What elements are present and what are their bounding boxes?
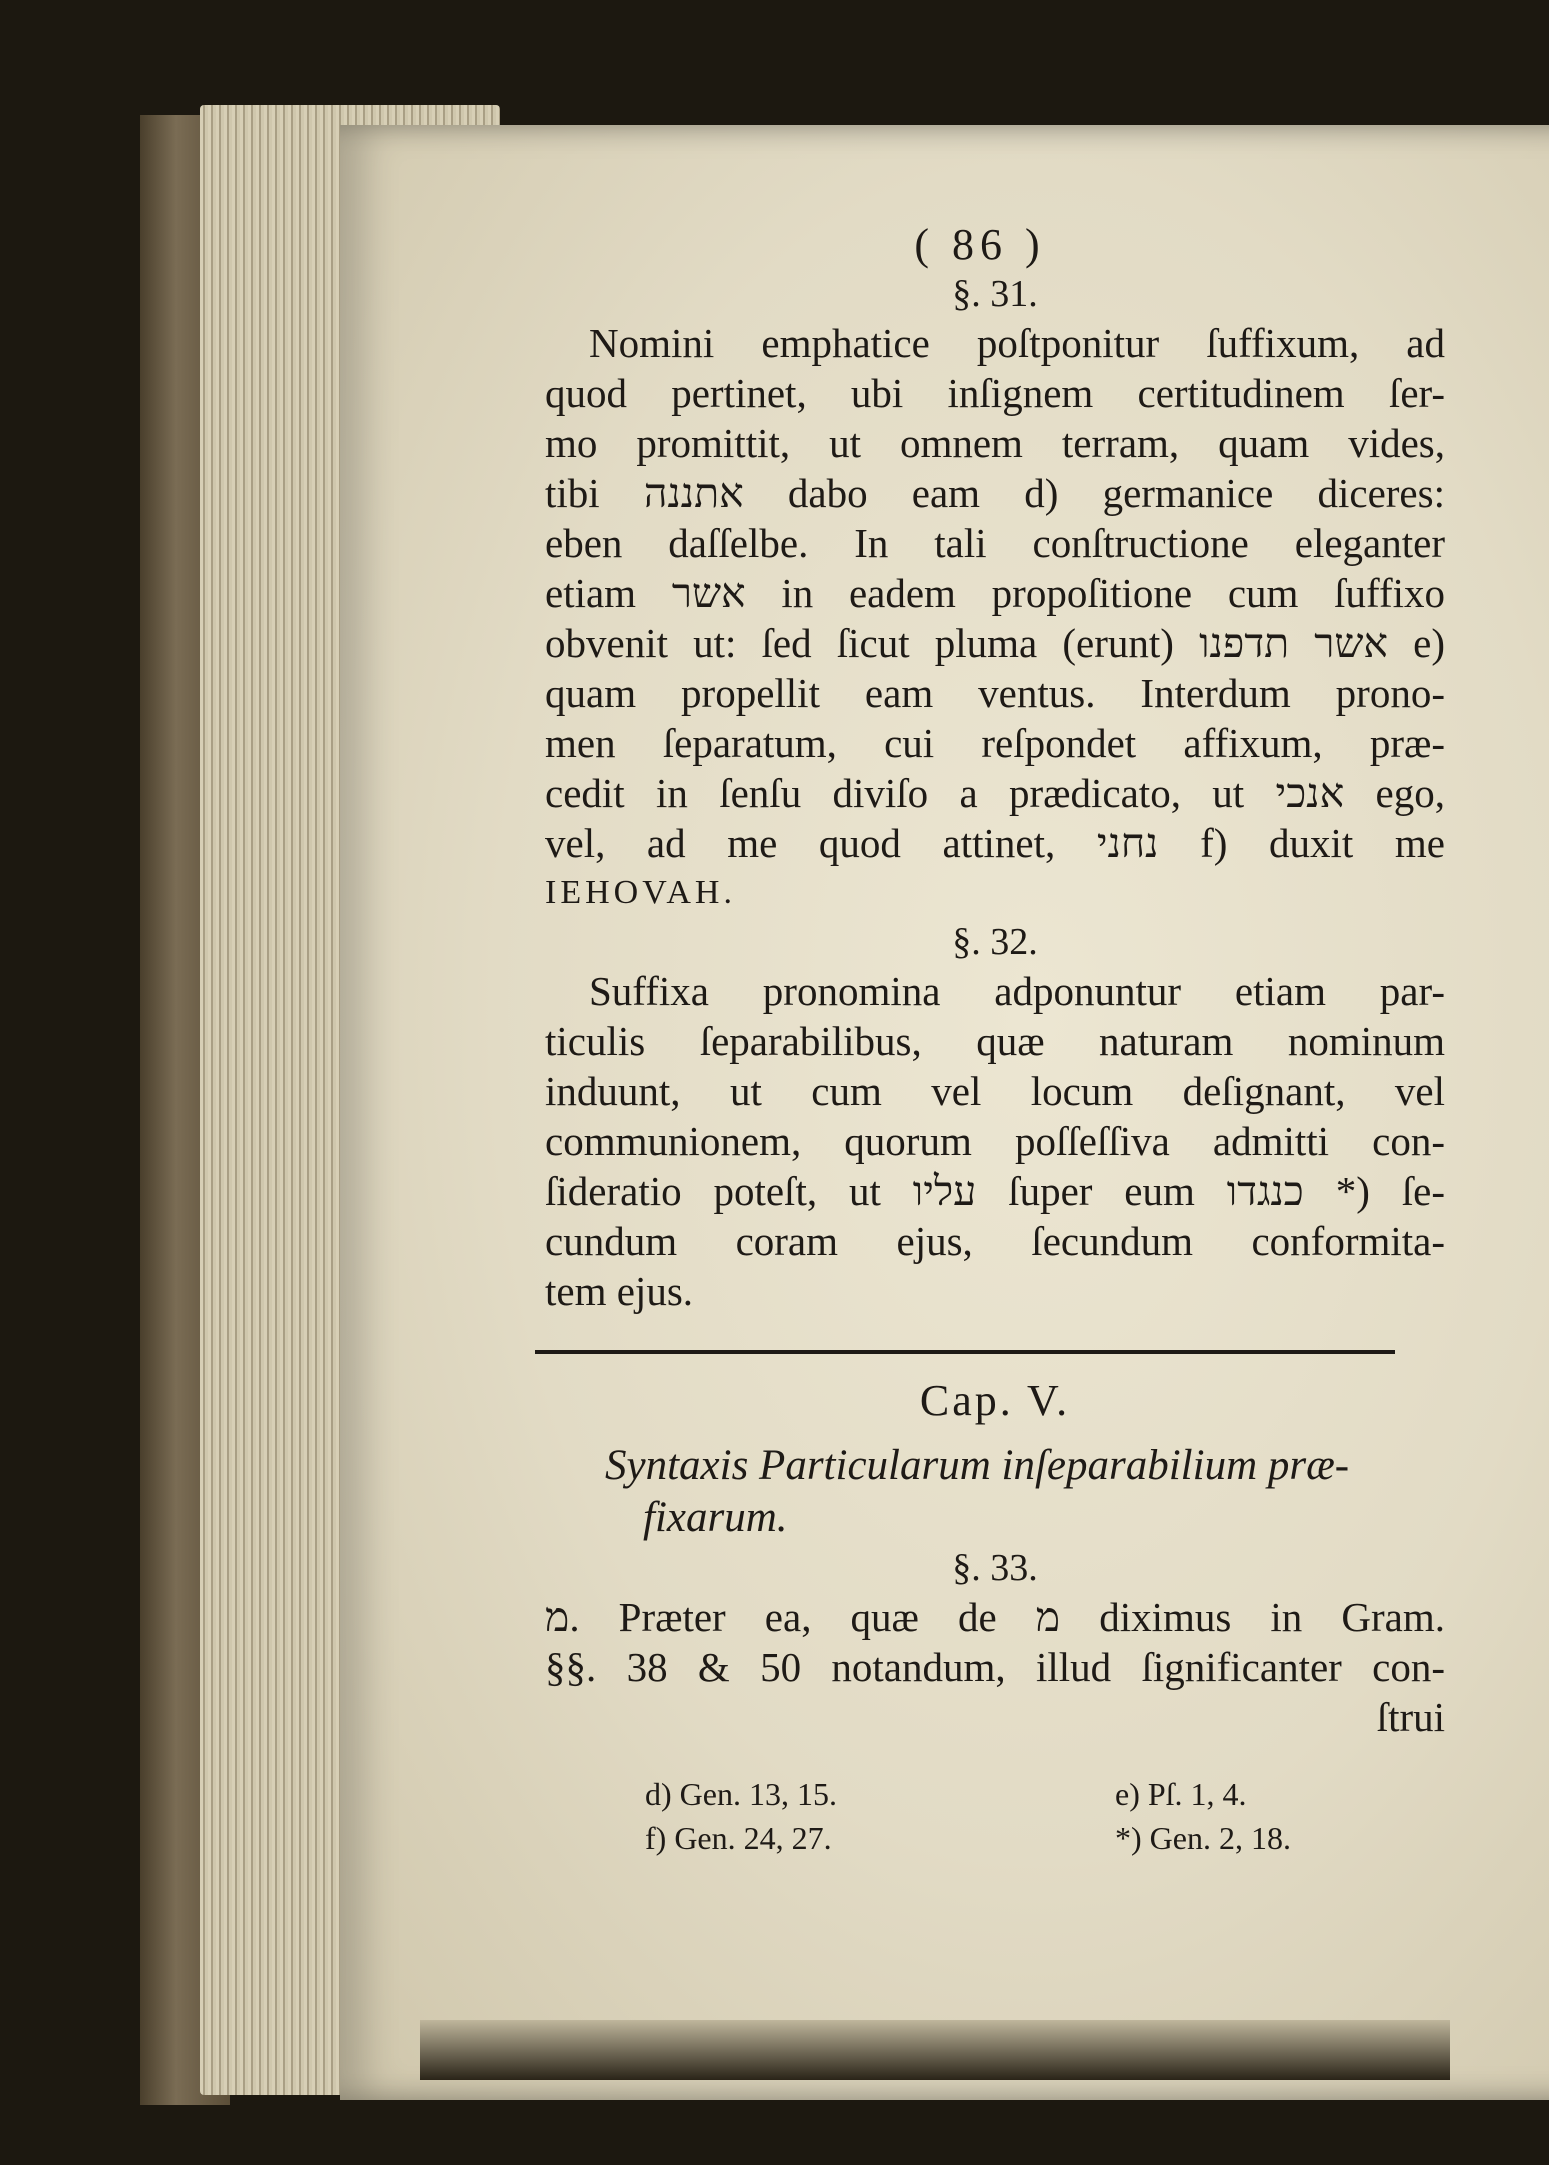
text-line: cedit in ſenſu diviſo a prædicato, ut אנכי ego,: [545, 770, 1445, 816]
text-line: obvenit ut: ſed ſicut pluma (erunt) אשר תדפנו e): [545, 620, 1445, 666]
section-32-body: [545, 966, 1445, 1316]
text-line: IEHOVAH.: [545, 874, 736, 911]
chapter-label: Cap. V.: [919, 1376, 1071, 1425]
chapter-title: [605, 1440, 1445, 1544]
section-31-heading: §. 31.: [952, 273, 1038, 315]
chapter-title-line: fixarum.: [643, 1494, 788, 1541]
section-32-heading: §. 32.: [952, 921, 1038, 963]
chapter-divider-rule: [535, 1350, 1395, 1354]
text-line: induunt, ut cum vel locum deſignant, vel: [545, 1068, 1445, 1114]
text-line: etiam אשר in eadem propoſitione cum ſuffixo: [545, 570, 1445, 616]
section-31-body: [545, 318, 1445, 918]
catchword: ſtrui: [1376, 1694, 1445, 1740]
footnotes: [645, 1772, 1445, 1860]
section-33-body: [545, 1592, 1445, 1742]
footnote: e) Pſ. 1, 4.: [1115, 1776, 1247, 1812]
text-line: men ſeparatum, cui reſpondet affixum, præ-: [545, 720, 1445, 766]
page-text: [545, 220, 1445, 1860]
text-line: ticulis ſeparabilibus, quæ naturam nominum: [545, 1018, 1445, 1064]
footnote: d) Gen. 13, 15.: [645, 1776, 837, 1812]
text-line: tibi אתננה dabo eam d) germanice diceres:: [545, 470, 1445, 516]
text-line: Nomini emphatice poſtponitur ſuffixum, ad: [589, 320, 1445, 366]
page-bottom-shadow: [420, 2020, 1450, 2080]
text-line: vel, ad me quod attinet, נחני f) duxit me: [545, 820, 1445, 866]
text-line: tem ejus.: [545, 1268, 694, 1314]
text-line: cundum coram ejus, ſecundum conformita-: [545, 1218, 1445, 1264]
section-33-heading: §. 33.: [952, 1547, 1038, 1589]
footnote: f) Gen. 24, 27.: [645, 1820, 832, 1856]
text-line: quod pertinet, ubi inſignem certitudinem ſer-: [545, 370, 1445, 416]
text-line: communionem, quorum poſſeſſiva admitti con-: [545, 1118, 1445, 1164]
text-line: Suffixa pronomina adponuntur etiam par-: [589, 968, 1445, 1014]
page-number-header: ( 86 ): [914, 220, 1046, 269]
footnote: *) Gen. 2, 18.: [1115, 1820, 1291, 1856]
text-line: mo promittit, ut omnem terram, quam vides,: [545, 420, 1445, 466]
text-line: §§. 38 & 50 notandum, illud ſignificanter con-: [545, 1644, 1445, 1690]
text-line: eben daſſelbe. In tali conſtructione eleganter: [545, 520, 1445, 566]
text-line: ſideratio poteſt, ut עליו ſuper eum כנגדו *) ſe-: [545, 1168, 1445, 1214]
text-line: quam propellit eam ventus. Interdum prono-: [545, 670, 1445, 716]
text-line: מ. Præter ea, quæ de מ diximus in Gram.: [545, 1594, 1446, 1640]
chapter-title-line: Syntaxis Particularum inſeparabilium præ-: [605, 1442, 1350, 1489]
